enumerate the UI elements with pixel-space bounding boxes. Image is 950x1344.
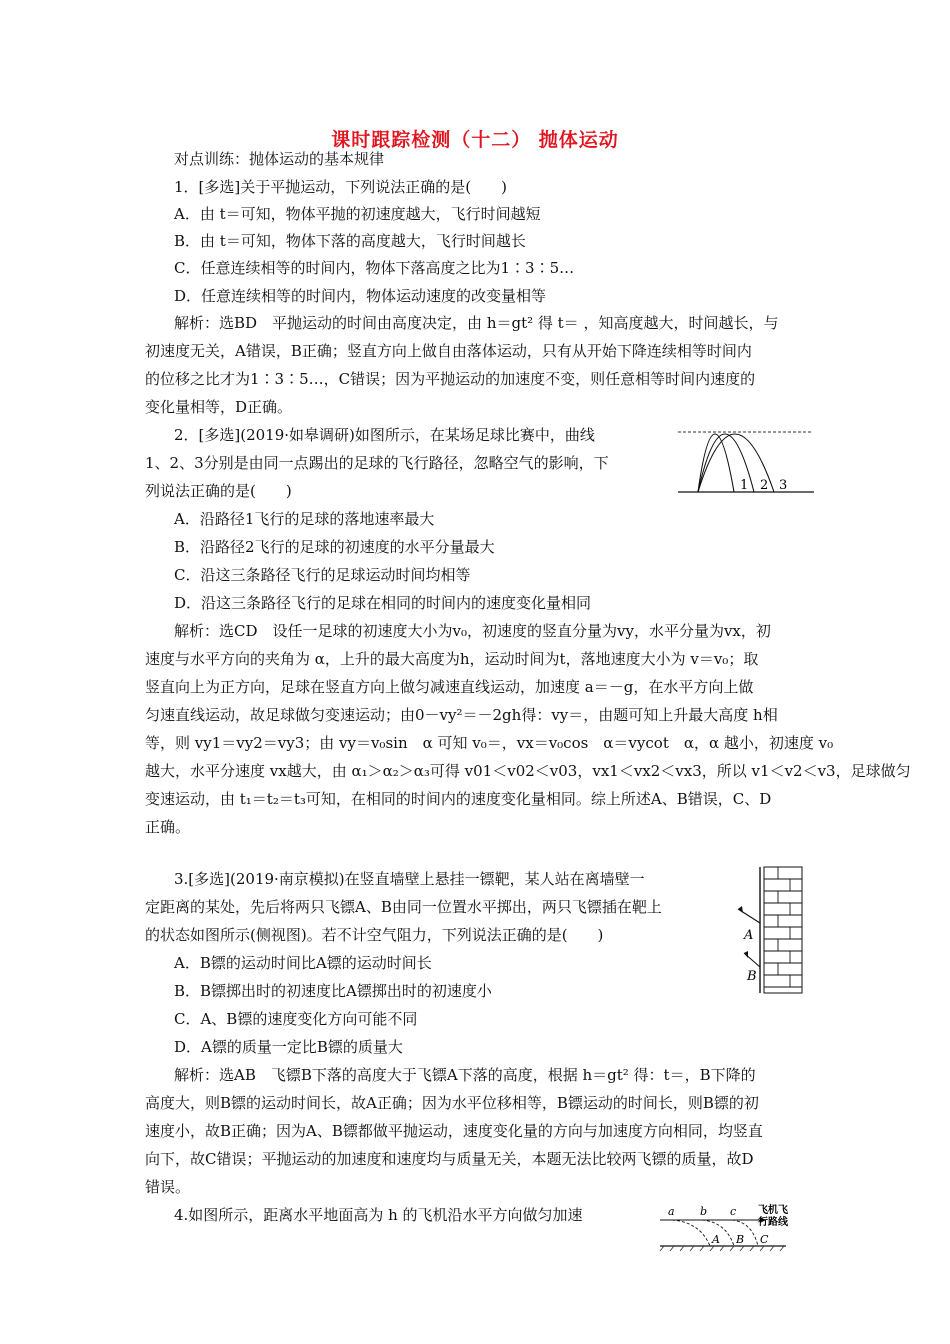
section-heading: 对点训练：抛体运动的基本规律 xyxy=(174,150,385,168)
plane-path-figure xyxy=(656,1200,806,1252)
q2-solution-line: 正确。 xyxy=(145,818,191,836)
q3-stem-line: 3.[多选](2019·南京模拟)在竖直墙壁上悬挂一镖靶，某人站在离墙壁一 xyxy=(174,870,645,888)
q2-option-c: C．沿这三条路径飞行的足球运动时间均相等 xyxy=(174,566,471,584)
curve-label-2: 2 xyxy=(760,478,769,493)
q3-option-c: C．A、B镖的速度变化方向可能不同 xyxy=(174,1010,418,1028)
q2-stem-line: 列说法正确的是( ) xyxy=(145,482,292,500)
q1-solution-line: 解析：选BD 平抛运动的时间由高度决定，由 h＝gt² 得 t＝ ，知高度越大，时间越长，与 xyxy=(174,314,779,332)
dart-label-b: B xyxy=(747,969,757,984)
q3-solution-line: 错误。 xyxy=(145,1178,191,1196)
q2-solution-line: 变速运动，由 t₁＝t₂＝t₃可知，在相同的时间内的速度变化量相同。综上所述A、B错误，C、D xyxy=(145,790,772,808)
dart-wall-figure xyxy=(730,863,810,997)
q3-option-d: D．A镖的质量一定比B镖的质量大 xyxy=(174,1038,403,1056)
q2-solution-line: 速度与水平方向的夹角为 α，上升的最大高度为h，运动时间为t，落地速度大小为 v＝v₀；取 xyxy=(145,650,759,668)
q2-solution-line: 等，则 vy1＝vy2＝vy3；由 vy＝v₀sin α 可知 v₀＝，vx＝v₀cos α＝vycot α，α 越小，初速度 v₀ xyxy=(145,734,834,752)
q1-solution-line: 的位移之比才为1∶3∶5…，C错误；因为平抛运动的加速度不变，则任意相等时间内速度的 xyxy=(145,370,756,388)
q3-option-a: A．B镖的运动时间比A镖的运动时间长 xyxy=(174,954,432,972)
ground-label-c: C xyxy=(760,1233,769,1246)
ground-label-b: B xyxy=(736,1233,745,1246)
q1-stem: 1．[多选]关于平抛运动，下列说法正确的是( ) xyxy=(174,178,507,196)
q2-stem-line: 1、2、3分别是由同一点踢出的足球的飞行路径，忽略空气的影响，下 xyxy=(145,454,609,472)
q1-solution-line: 初速度无关，A错误，B正确；竖直方向上做自由落体运动，只有从开始下降连续相等时间内 xyxy=(145,342,752,360)
q1-solution-line: 变化量相等，D正确。 xyxy=(145,398,293,416)
ground-label-a: A xyxy=(712,1233,720,1246)
q2-solution-line: 越大，水平分速度 vx越大，由 α₁＞α₂＞α₃可得 v01＜v02＜v03，vx1＜vx2＜vx3，所以 v1＜v2＜v3，足球做匀 xyxy=(145,762,911,780)
point-label-c: c xyxy=(730,1205,737,1218)
dart-label-a: A xyxy=(744,928,754,943)
flight-path-caption: 行路线 xyxy=(758,1217,788,1228)
q2-option-d: D．沿这三条路径飞行的足球在相同的时间内的速度变化量相同 xyxy=(174,594,592,612)
flight-path-caption: 飞机飞 xyxy=(758,1205,788,1216)
q2-option-a: A．沿路径1飞行的足球的落地速率最大 xyxy=(174,510,435,528)
q1-option-c: C．任意连续相等的时间内，物体下落高度之比为1∶3∶5… xyxy=(174,259,575,277)
q2-option-b: B．沿路径2飞行的足球的初速度的水平分量最大 xyxy=(174,538,495,556)
curve-label-1: 1 xyxy=(740,478,749,493)
q1-option-b: B．由 t＝可知，物体下落的高度越大，飞行时间越长 xyxy=(174,232,526,250)
point-label-b: b xyxy=(700,1205,708,1218)
q2-solution-line: 竖直向上为正方向，足球在竖直方向上做匀减速直线运动，加速度 a＝－g，在水平方向上做 xyxy=(145,678,754,696)
point-label-a: a xyxy=(668,1205,675,1218)
football-trajectory-figure xyxy=(676,428,816,496)
q3-option-b: B．B镖掷出时的初速度比A镖掷出时的初速度小 xyxy=(174,982,492,1000)
q3-solution-line: 高度大，则B镖的运动时间长，故A正确；因为水平位移相等，B镖运动的时间长，则B镖的初 xyxy=(145,1094,759,1112)
q4-stem: 4.如图所示，距离水平地面高为 h 的飞机沿水平方向做匀加速 xyxy=(174,1206,583,1224)
q3-stem-line: 的状态如图所示(侧视图)。若不计空气阻力，下列说法正确的是( ) xyxy=(145,926,604,944)
q2-solution-line: 解析：选CD 设任一足球的初速度大小为v₀，初速度的竖直分量为vy，水平分量为vx，初 xyxy=(174,622,771,640)
q1-option-d: D．任意连续相等的时间内，物体运动速度的改变量相等 xyxy=(174,287,547,305)
curve-label-3: 3 xyxy=(779,478,788,493)
q3-stem-line: 定距离的某处，先后将两只飞镖A、B由同一位置水平掷出，两只飞镖插在靶上 xyxy=(145,898,662,916)
q3-solution-line: 解析：选AB 飞镖B下落的高度大于飞镖A下落的高度，根据 h＝gt² 得：t＝，B下降的 xyxy=(174,1066,756,1084)
q2-stem-line: 2．[多选](2019·如皋调研)如图所示，在某场足球比赛中，曲线 xyxy=(174,426,595,444)
q1-option-a: A．由 t＝可知，物体平抛的初速度越大，飞行时间越短 xyxy=(174,205,541,223)
page-title: 课时跟踪检测（十二） 抛体运动 xyxy=(331,129,619,151)
q2-solution-line: 匀速直线运动，故足球做匀变速运动；由0－vy²＝－2gh得：vy＝，由题可知上升最大高度 h相 xyxy=(145,706,778,724)
q3-solution-line: 向下，故C错误；平抛运动的加速度和速度均与质量无关，本题无法比较两飞镖的质量，故D xyxy=(145,1150,754,1168)
q3-solution-line: 速度小，故B正确；因为A、B镖都做平抛运动，速度变化量的方向与加速度方向相同，均竖直 xyxy=(145,1122,763,1140)
